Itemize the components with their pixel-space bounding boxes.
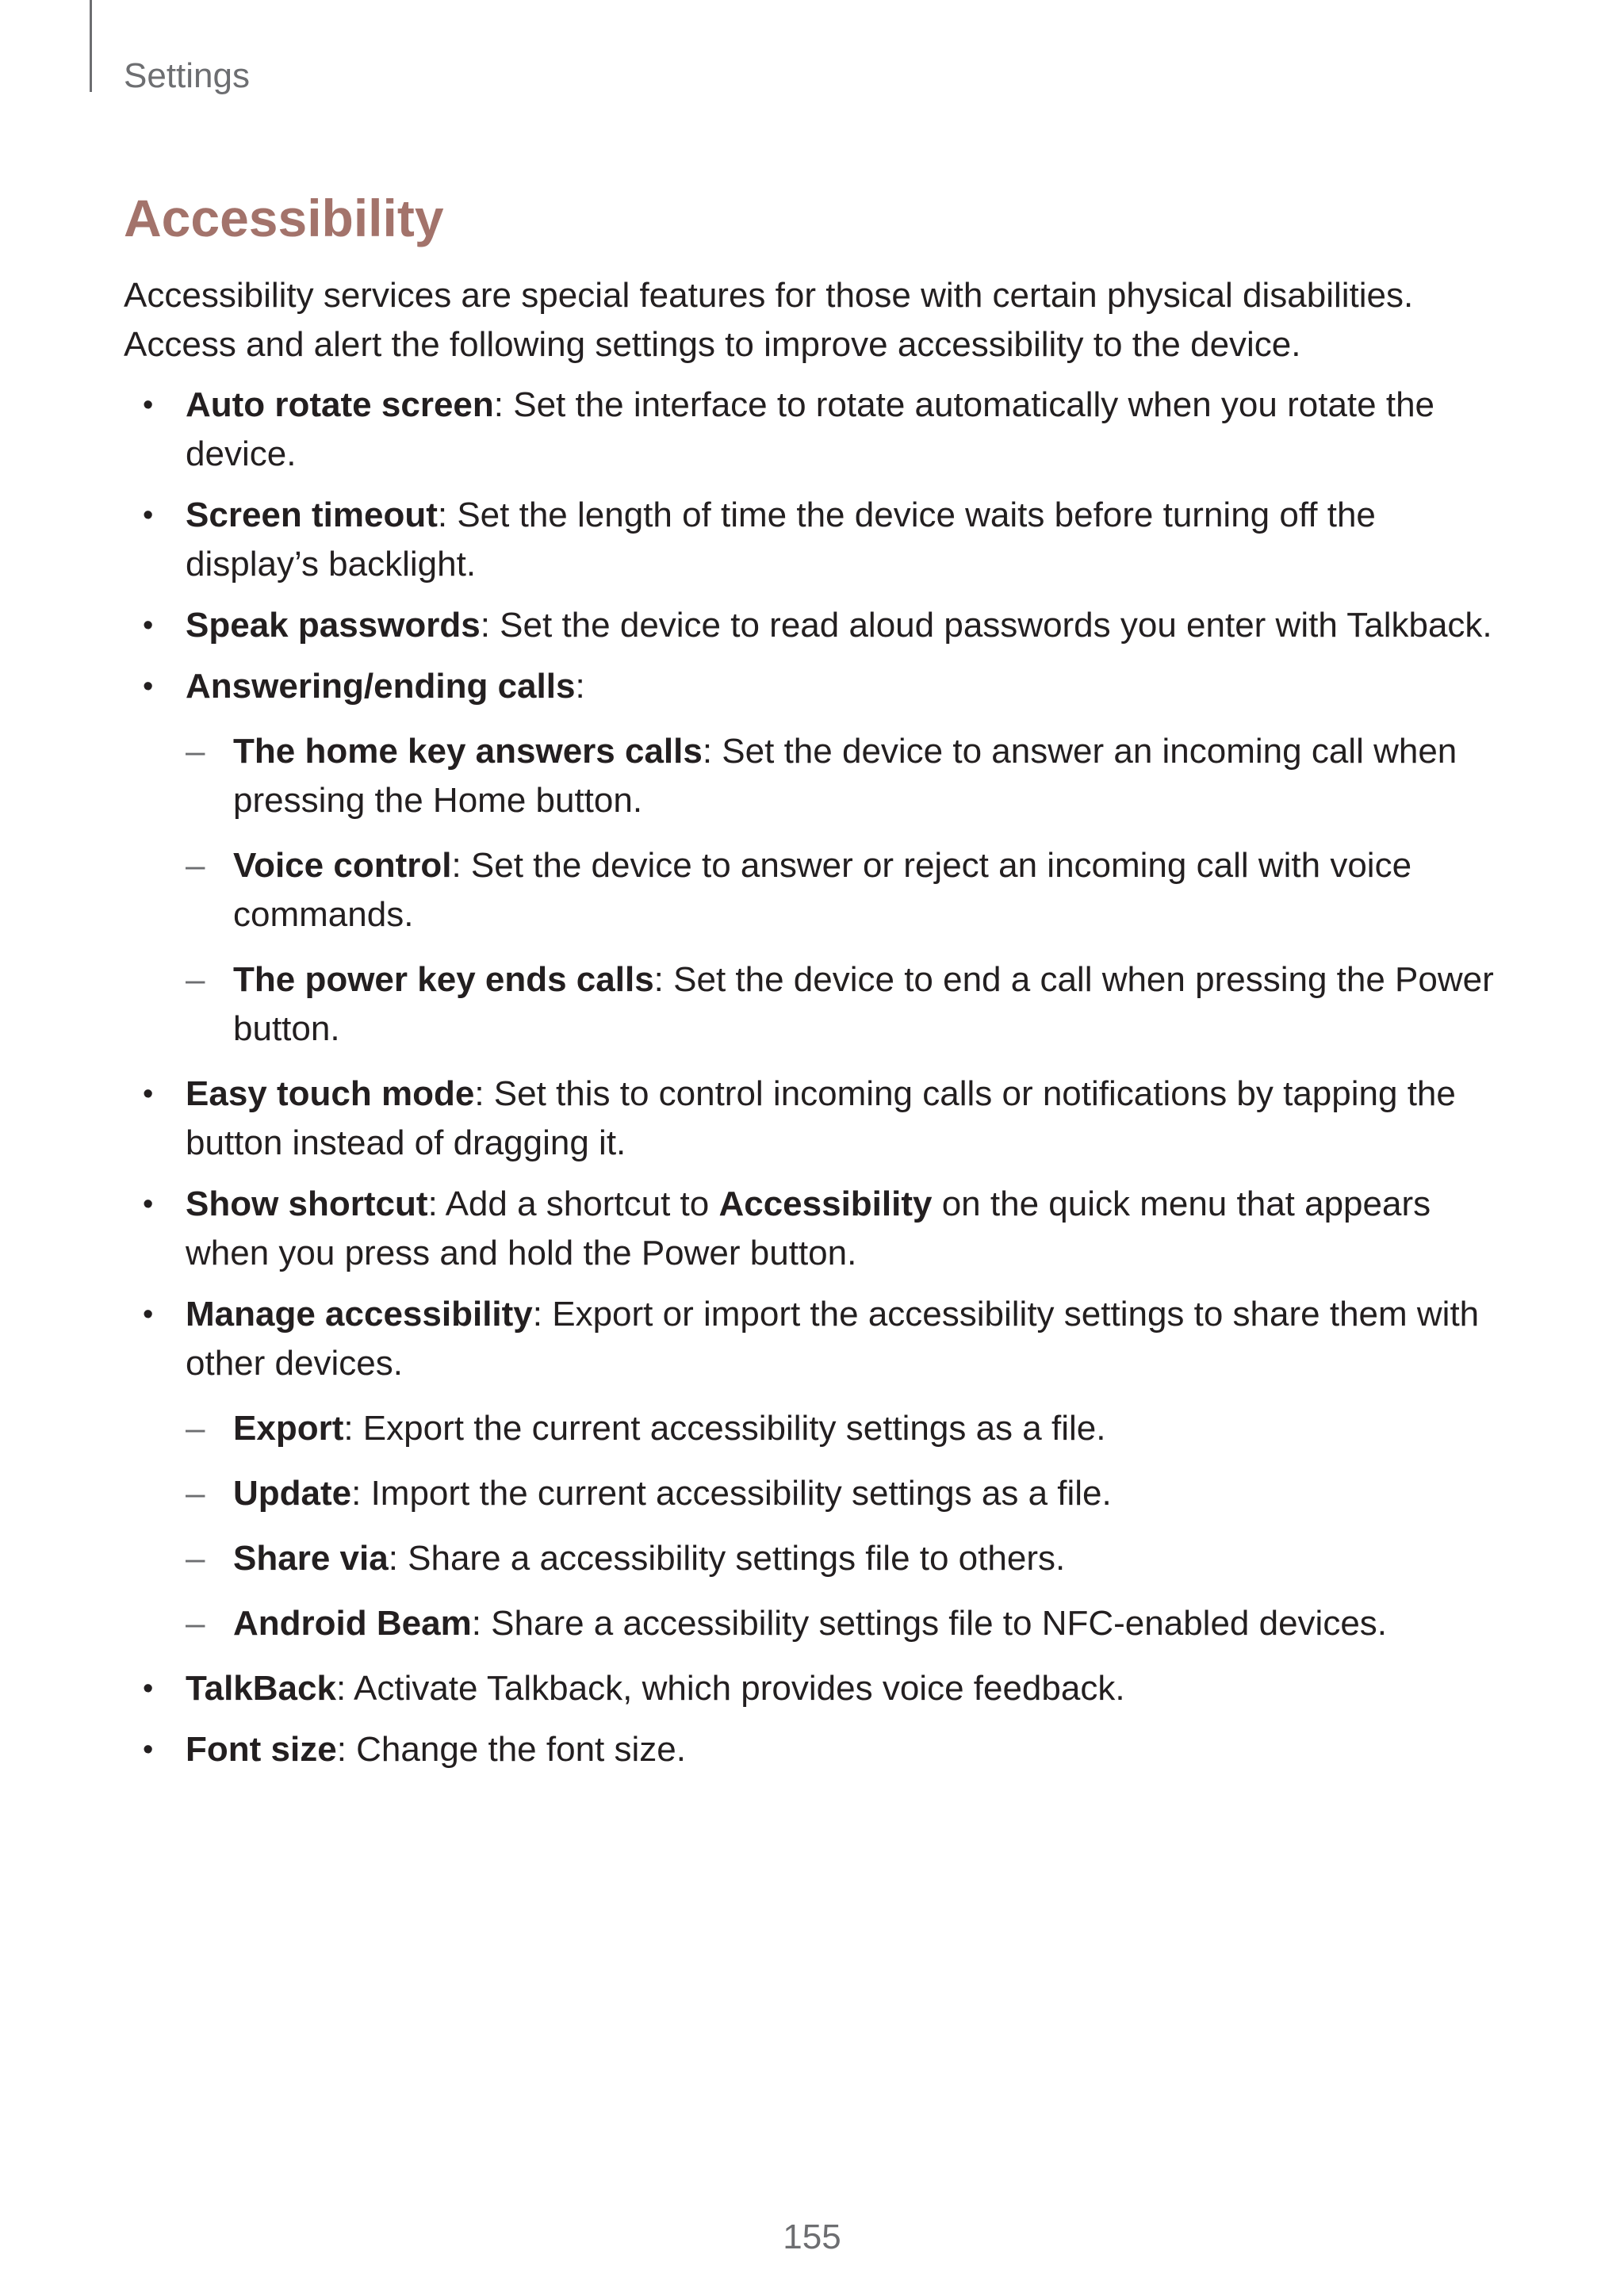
settings-list [124, 381, 1503, 1774]
item-term: Auto rotate screen [186, 385, 494, 424]
inline-term: Accessibility [718, 1184, 933, 1223]
item-term: Speak passwords [186, 605, 481, 645]
item-description: : Set the device to read aloud passwords you enter with Talkback. [480, 605, 1492, 645]
list-item-auto-rotate-screen [124, 381, 1503, 479]
list-item-screen-timeout [124, 491, 1503, 589]
sub-item-term: Share via [233, 1538, 389, 1578]
page-number: 155 [783, 2218, 841, 2256]
list-item-speak-passwords [124, 601, 1503, 650]
item-description: : [575, 666, 585, 706]
item-term: TalkBack [186, 1668, 336, 1708]
item-term: Font size [186, 1729, 337, 1769]
sub-item-description: : Import the current accessibility settings as a file. [351, 1473, 1112, 1513]
sub-item-term: Update [233, 1473, 352, 1513]
bullet-icon: • [143, 1671, 154, 1705]
sub-item-description: : Share a accessibility settings file to NFC-enabled devices. [471, 1603, 1388, 1643]
bullet-icon: • [143, 1297, 154, 1331]
sub-item-update [186, 1469, 1503, 1518]
sub-item-description: : Set the device to answer an incoming call when pressing the Home button. [233, 731, 1457, 820]
list-item-talkback [124, 1664, 1503, 1713]
dash-icon: – [186, 1603, 205, 1643]
sub-item-description: : Set the device to end a call when pressing the Power button. [233, 959, 1494, 1048]
sub-item-android-beam [186, 1599, 1503, 1648]
page-content [124, 189, 1503, 1786]
item-term: Answering/ending calls [186, 666, 576, 706]
sub-item-home-key-answers-calls [186, 727, 1503, 825]
list-item-easy-touch-mode [124, 1070, 1503, 1168]
list-item-show-shortcut [124, 1180, 1503, 1278]
item-term: Screen timeout [186, 495, 438, 534]
dash-icon: – [186, 731, 205, 771]
dash-icon: – [186, 845, 205, 885]
sub-item-description: : Set the device to answer or reject an incoming call with voice commands. [233, 845, 1412, 934]
item-description: : Set the length of time the device waits before turning off the display’s backlight. [186, 495, 1376, 584]
header-rule [90, 0, 92, 92]
bullet-icon: • [143, 1187, 154, 1221]
sub-item-export [186, 1404, 1503, 1453]
list-item-font-size [124, 1725, 1503, 1774]
item-description-start: : Add a shortcut to [427, 1184, 719, 1223]
dash-icon: – [186, 1473, 205, 1513]
sub-item-term: The home key answers calls [233, 731, 703, 771]
sub-item-term: Export [233, 1408, 344, 1448]
sub-item-power-key-ends-calls [186, 955, 1503, 1054]
sub-item-term: The power key ends calls [233, 959, 654, 999]
page-title: Accessibility [124, 189, 444, 247]
item-description: : Activate Talkback, which provides voice feedback. [335, 1668, 1125, 1708]
sub-item-voice-control [186, 841, 1503, 939]
item-description: : Export or import the accessibility settings to share them with other devices. [186, 1294, 1480, 1383]
list-item-manage-accessibility [124, 1290, 1503, 1648]
sub-item-term: Voice control [233, 845, 452, 885]
dash-icon: – [186, 1538, 205, 1578]
sub-list [186, 727, 1503, 1054]
item-term: Manage accessibility [186, 1294, 533, 1334]
intro-paragraph: Accessibility services are special features for those with certain physical disabilities. Access and alert the following settings to improve accessibility to the device. [124, 275, 1414, 364]
list-item-answering-ending-calls [124, 662, 1503, 1054]
item-description: : Change the font size. [336, 1729, 686, 1769]
bullet-icon: • [143, 669, 154, 703]
dash-icon: – [186, 959, 205, 999]
running-header: Settings [124, 56, 250, 95]
sub-item-term: Android Beam [233, 1603, 472, 1643]
sub-list [186, 1404, 1503, 1648]
item-description: : Set the interface to rotate automatically when you rotate the device. [186, 385, 1435, 473]
item-term: Show shortcut [186, 1184, 428, 1223]
sub-item-description: : Share a accessibility settings file to others. [388, 1538, 1066, 1578]
bullet-icon: • [143, 498, 154, 532]
sub-item-description: : Export the current accessibility settings as a file. [343, 1408, 1106, 1448]
bullet-icon: • [143, 388, 154, 422]
item-description-end: on the quick menu that appears when you press and hold the Power button. [186, 1184, 1431, 1272]
dash-icon: – [186, 1408, 205, 1448]
bullet-icon: • [143, 1732, 154, 1766]
sub-item-share-via [186, 1534, 1503, 1583]
item-term: Easy touch mode [186, 1073, 475, 1113]
bullet-icon: • [143, 608, 154, 642]
bullet-icon: • [143, 1077, 154, 1111]
item-description: : Set this to control incoming calls or notifications by tapping the button instead of dragging it. [186, 1073, 1456, 1162]
